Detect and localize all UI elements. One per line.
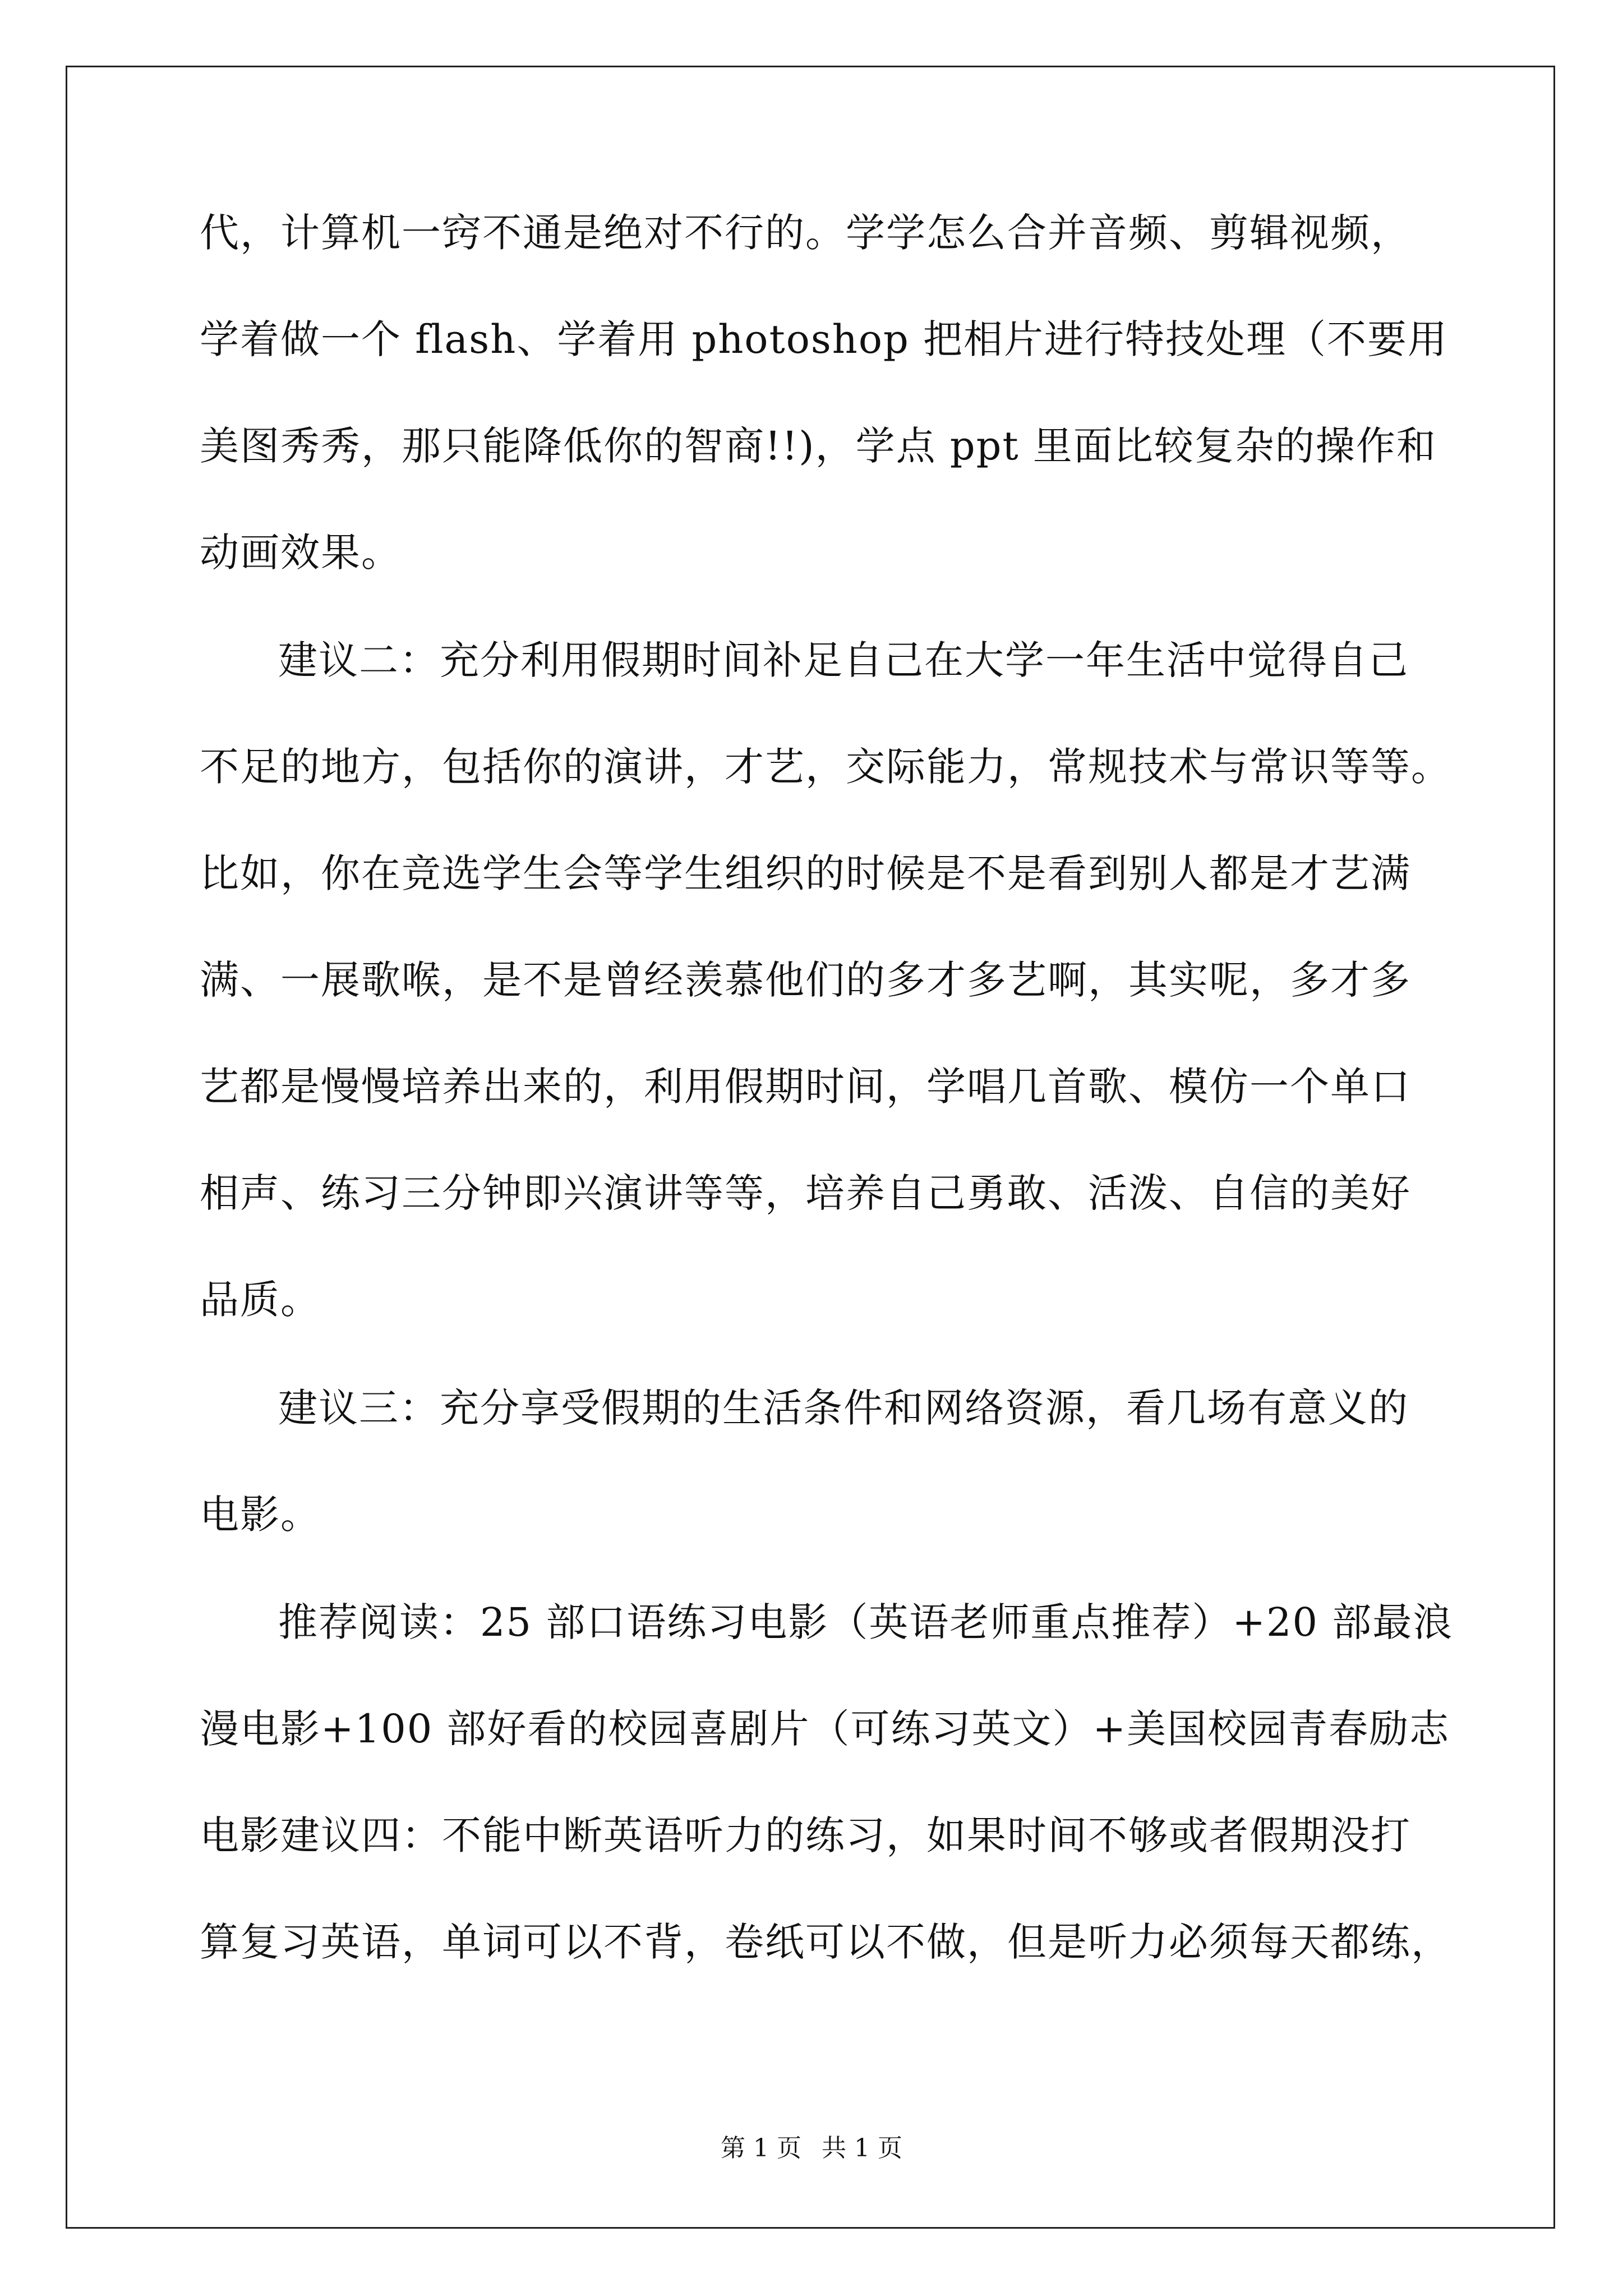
page-border bbox=[66, 66, 1555, 2229]
text-line: 不足的地方，包括你的演讲，才艺，交际能力，常规技术与常识等等。 bbox=[200, 744, 1451, 790]
total-pages: 共 1 页 bbox=[822, 2134, 902, 2162]
text-line: 电影建议四：不能中断英语听力的练习，如果时间不够或者假期没打 bbox=[200, 1812, 1411, 1858]
page-number: 第 1 页 bbox=[721, 2134, 801, 2162]
text-line: 美图秀秀，那只能降低你的智商!!)，学点 ppt 里面比较复杂的操作和 bbox=[200, 423, 1437, 469]
text-line: 比如，你在竞选学生会等学生组织的时候是不是看到别人都是才艺满 bbox=[200, 850, 1411, 896]
paragraph-start-line: 建议二：充分利用假期时间补足自己在大学一年生活中觉得自己 bbox=[278, 637, 1409, 683]
text-line: 相声、练习三分钟即兴演讲等等，培养自己勇敢、活泼、自信的美好 bbox=[200, 1170, 1411, 1216]
paragraph-start-line: 推荐阅读：25 部口语练习电影（英语老师重点推荐）+20 部最浪 bbox=[278, 1599, 1454, 1645]
paragraph-start-line: 建议三：充分享受假期的生活条件和网络资源，看几场有意义的 bbox=[278, 1385, 1409, 1431]
text-line: 电影。 bbox=[200, 1492, 321, 1538]
text-line: 动画效果。 bbox=[200, 530, 402, 576]
text-line: 艺都是慢慢培养出来的，利用假期时间，学唱几首歌、模仿一个单口 bbox=[200, 1064, 1411, 1110]
text-line: 算复习英语，单词可以不背，卷纸可以不做，但是听力必须每天都练， bbox=[200, 1919, 1451, 1965]
page-footer bbox=[0, 2132, 1623, 2165]
text-line: 品质。 bbox=[200, 1277, 321, 1323]
text-line: 学着做一个 flash、学着用 photoshop 把相片进行特技处理（不要用 bbox=[200, 316, 1449, 362]
text-line: 代，计算机一窍不通是绝对不行的。学学怎么合并音频、剪辑视频， bbox=[200, 210, 1411, 256]
text-line: 漫电影+100 部好看的校园喜剧片（可练习英文）+美国校园青春励志 bbox=[200, 1706, 1450, 1752]
text-line: 满、一展歌喉，是不是曾经羡慕他们的多才多艺啊，其实呢，多才多 bbox=[200, 957, 1411, 1003]
